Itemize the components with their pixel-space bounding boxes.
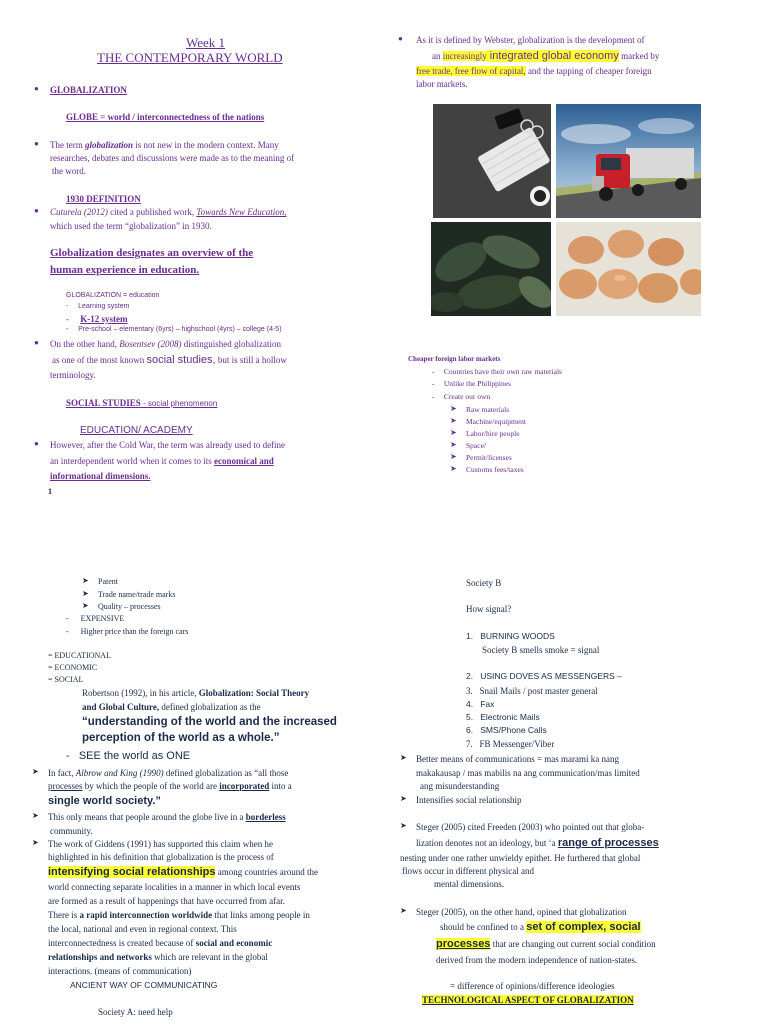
leaves-photo	[431, 222, 551, 316]
create-item: Space/	[466, 441, 486, 450]
list-item: 6. SMS/Phone Calls	[466, 725, 547, 735]
education-academy: EDUCATION/ ACADEMY	[80, 425, 193, 436]
robertson-quote: “understanding of the world and the increased	[82, 716, 337, 728]
eggs-graphic	[556, 222, 701, 316]
see-world: - SEE the world as ONE	[66, 750, 191, 762]
trade-name-item: Trade name/trade marks	[98, 590, 176, 599]
burning-sub: Society B smells smoke = signal	[482, 645, 600, 655]
society-b: Society B	[466, 578, 502, 588]
robertson-quote-2: perception of the world as a whole.”	[82, 732, 280, 744]
red-truck-photo	[556, 104, 701, 218]
page-number: 1	[48, 487, 52, 496]
arrow-bullet-icon: ➤	[82, 576, 89, 585]
arrow-bullet-icon: ➤	[450, 440, 457, 449]
giddens-line4: world connecting separate localities in a manner in which local events	[48, 882, 301, 892]
steger-freeden-3: nesting under one rather unwieldy epithet. He furthered that global	[400, 853, 641, 863]
sub-item: - Learning system	[66, 303, 130, 310]
other-hand-line3: terminology.	[50, 370, 96, 380]
dash-item: - Higher price than the foreign cars	[66, 627, 189, 636]
borderless-line2: community.	[50, 826, 93, 836]
arrow-bullet-icon: ➤	[32, 811, 39, 820]
cheaper-item: - Countries have their own raw materials	[432, 367, 562, 376]
globe-definition: GLOBE = world / interconnectedness of the nations	[66, 112, 265, 122]
bullet-icon: ●	[34, 84, 39, 93]
list-item: 7. FB Messenger/Viber	[466, 739, 555, 749]
sub-item: - K-12 system	[66, 314, 128, 324]
arrow-bullet-icon: ➤	[400, 794, 407, 803]
arrow-bullet-icon: ➤	[32, 838, 39, 847]
arrow-bullet-icon: ➤	[82, 589, 89, 598]
arrow-bullet-icon: ➤	[450, 464, 457, 473]
webster-line3: free trade, free flow of capital, and the tapping of cheaper foreign	[416, 66, 652, 76]
giddens-line3: intensifying social relationships among countries around the	[48, 866, 318, 878]
bullet-icon: ●	[34, 206, 39, 215]
cuturela-line2: which used the term “globalization” in 1930.	[50, 221, 212, 231]
truck-graphic	[556, 104, 701, 218]
steger-freeden-4: flows occur in different physical and	[402, 866, 535, 876]
quality-item: Quality – processes	[98, 602, 161, 611]
steger-opined: Steger (2005), on the other hand, opined that globalization	[416, 907, 627, 917]
desk-keyboard-graphic	[433, 104, 551, 218]
arrow-bullet-icon: ➤	[400, 906, 407, 915]
society-a: Society A: need help	[98, 1007, 173, 1017]
arrow-bullet-icon: ➤	[450, 452, 457, 461]
create-item: Machine/equipment	[466, 417, 526, 426]
steger-opined-2: should be confined to a set of complex, social	[440, 921, 641, 933]
leaves-graphic	[431, 222, 551, 316]
steger-freeden-5: mental dimensions.	[434, 879, 504, 889]
robertson-line2: and Global Culture, defined globalization as the	[82, 702, 261, 712]
eq-educational: = EDUCATIONAL	[48, 651, 111, 660]
list-item: 4. Fax	[466, 699, 495, 709]
steger-freeden-2: lization denotes not an ideology, but ‘a range of processes	[416, 837, 659, 849]
arrow-bullet-icon: ➤	[400, 821, 407, 830]
webster-paragraph: As it is defined by Webster, globalization is the development of	[416, 35, 645, 45]
definition-1930: 1930 DEFINITION	[66, 194, 141, 204]
designates-heading: Globalization designates an overview of the	[50, 247, 254, 259]
giddens-line5: are formed as a result of happenings that have occurred from afar.	[48, 896, 285, 906]
create-item: Permit/licenses	[466, 453, 512, 462]
designates-heading-2: human experience in education.	[50, 264, 200, 276]
better-means-3: ang misunderstanding	[420, 781, 500, 791]
difference-opinions: = difference of opinions/difference ideologies	[450, 981, 615, 991]
eq-economic: = ECONOMIC	[48, 663, 98, 672]
list-item: 3. Snail Mails / post master general	[466, 686, 598, 696]
giddens-line2: highlighted in his definition that globalization is the process of	[48, 852, 274, 862]
how-signal: How signal?	[466, 604, 512, 614]
sub-item: - Pre-school – elementary (6yrs) – highschool (4yrs) – college (4-5)	[66, 326, 282, 333]
cold-war-line3: informational dimensions.	[50, 471, 151, 481]
other-hand-paragraph: On the other hand, Bosentsev (2008) distinguished globalization	[50, 339, 281, 349]
week-label: Week 1	[186, 35, 226, 50]
other-hand-line2: as one of the most known social studies, but is still a hollow	[52, 354, 287, 366]
intensifies-item: Intensifies social relationship	[416, 795, 522, 805]
create-item: Labor/hire people	[466, 429, 520, 438]
albrow-line2: processes by which the people of the world are incorporated into a	[48, 781, 292, 791]
term-paragraph-line3: the word.	[52, 166, 86, 176]
term-paragraph-line2: researches, debates and discussions were made as to the meaning of	[50, 153, 295, 163]
list-item: 1. BURNING WOODS	[466, 631, 555, 641]
better-means-2: makakausap / mas mabilis na ang communication/mas limited	[416, 768, 640, 778]
technological-aspect: TECHNOLOGICAL ASPECT OF GLOBALIZATION	[422, 995, 634, 1005]
webster-line2: an increasingly integrated global economy marked by	[432, 50, 660, 62]
albrow-paragraph: In fact, Albrow and King (1990) defined globalization as “all those	[48, 768, 289, 778]
cold-war-line2: an interdependent world when it comes to its economical and	[50, 456, 274, 466]
list-item: 5. Electronic Mails	[466, 712, 540, 722]
cheaper-item: - Unlike the Philippines	[432, 379, 511, 388]
bullet-icon: ●	[398, 34, 403, 43]
eq-social: = SOCIAL	[48, 675, 84, 684]
webster-line4: labor markets.	[416, 79, 468, 89]
cheaper-item: - Create our own	[432, 392, 491, 401]
education-equation: GLOBALIZATION = education	[66, 292, 160, 299]
arrow-bullet-icon: ➤	[450, 428, 457, 437]
social-studies: SOCIAL STUDIES - social phenomenon	[66, 398, 218, 408]
cold-war-paragraph: However, after the Cold War, the term was already used to define	[50, 440, 286, 450]
cheaper-labor-heading: Cheaper foreign labor markets	[408, 355, 501, 363]
arrow-bullet-icon: ➤	[82, 601, 89, 610]
giddens-line6: There is a rapid interconnection worldwide that links among people in	[48, 910, 310, 920]
list-item: 2. USING DOVES AS MESSENGERS –	[466, 671, 622, 681]
create-item: Customs fees/taxes	[466, 465, 524, 474]
globalization-heading: GLOBALIZATION	[50, 85, 127, 95]
arrow-bullet-icon: ➤	[400, 753, 407, 762]
arrow-bullet-icon: ➤	[32, 767, 39, 776]
steger-opined-3: processes that are changing out current social condition	[436, 938, 656, 950]
robertson-paragraph: Robertson (1992), in his article, Globalization: Social Theory	[82, 688, 310, 698]
create-item: Raw materials	[466, 405, 510, 414]
giddens-line8: interconnectedness is created because of social and economic	[48, 938, 273, 948]
borderless-paragraph: This only means that people around the globe live in a borderless	[48, 812, 286, 822]
bullet-icon: ●	[34, 338, 39, 347]
albrow-line3: single world society.”	[48, 795, 161, 807]
giddens-line10: interactions. (means of communication)	[48, 966, 192, 976]
giddens-line7: the local, national and even in regional context. This	[48, 924, 237, 934]
giddens-line9: relationships and networks which are relevant in the global	[48, 952, 268, 962]
patent-item: Patent	[98, 577, 118, 586]
term-paragraph: The term globalization is not new in the modern context. Many	[50, 140, 279, 150]
dash-item: - EXPENSIVE	[66, 614, 125, 623]
bullet-icon: ●	[34, 439, 39, 448]
steger-opined-4: derived from the modern independence of nation-states.	[436, 955, 638, 965]
steger-freeden: Steger (2005) cited Freeden (2003) who pointed out that globa-	[416, 822, 645, 832]
better-means: Better means of communications = mas marami ka nang	[416, 754, 620, 764]
eggs-photo	[556, 222, 701, 316]
arrow-bullet-icon: ➤	[450, 416, 457, 425]
bullet-icon: ●	[34, 139, 39, 148]
cuturela-paragraph: Cuturela (2012) cited a published work, Towards New Education,	[50, 207, 287, 217]
ancient-communicating: ANCIENT WAY OF COMMUNICATING	[70, 980, 218, 990]
page-title: THE CONTEMPORARY WORLD	[97, 50, 283, 65]
desk-keyboard-photo	[433, 104, 551, 218]
giddens-paragraph: The work of Giddens (1991) has supported this claim when he	[48, 839, 273, 849]
arrow-bullet-icon: ➤	[450, 404, 457, 413]
